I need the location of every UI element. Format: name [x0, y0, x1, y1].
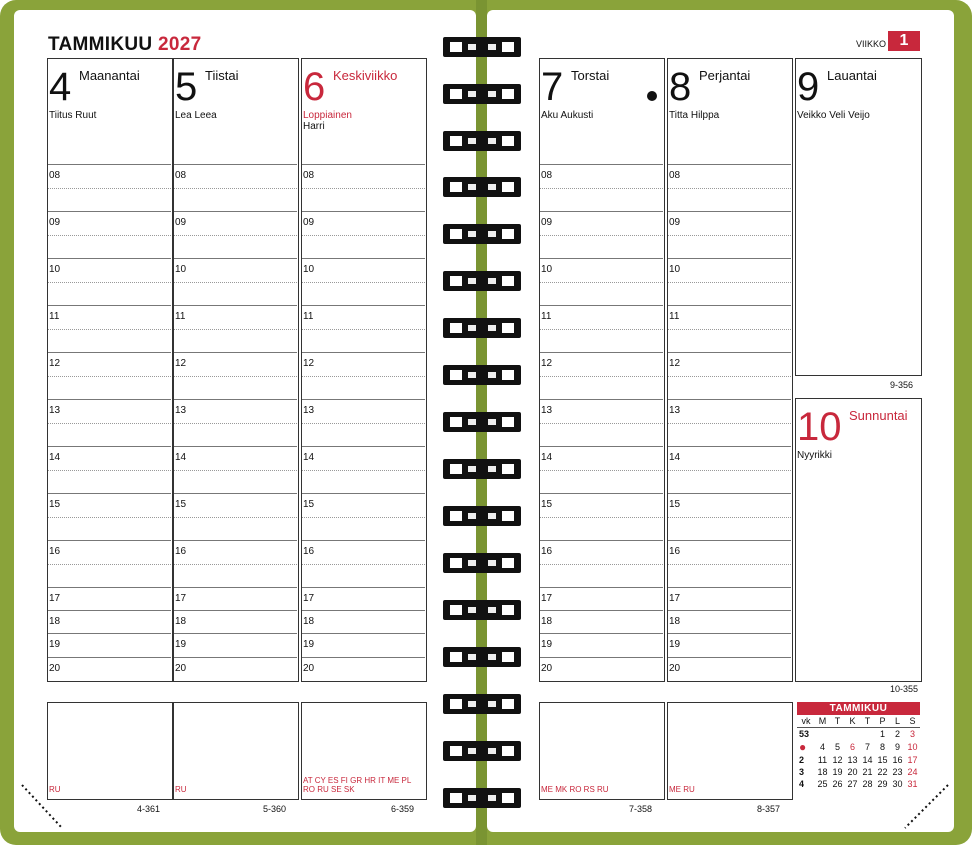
day-name: Keskiviikko	[333, 68, 398, 83]
mini-calendar-date: 26	[832, 779, 843, 789]
hour-label: 11	[541, 311, 552, 322]
mini-calendar-week-number: 4	[799, 779, 805, 789]
mini-calendar-title: TAMMIKUU	[797, 702, 920, 715]
day-name: Lauantai	[827, 68, 877, 83]
mini-calendar-date: 12	[832, 755, 843, 765]
hour-label: 14	[175, 452, 187, 463]
hour-label: 19	[175, 639, 187, 650]
mini-calendar-week-number: 3	[799, 767, 805, 777]
week-label: VIIKKO	[856, 39, 887, 49]
mini-calendar-date: 22	[877, 767, 888, 777]
mini-calendar-date: 2	[894, 729, 900, 739]
hour-label: 20	[49, 663, 61, 674]
hour-label: 11	[669, 311, 680, 322]
hour-label: 16	[175, 546, 187, 557]
hour-label: 09	[541, 217, 553, 228]
hour-label: 09	[175, 217, 187, 228]
mini-calendar-date: 28	[862, 779, 873, 789]
hour-label: 16	[303, 546, 315, 557]
mini-calendar-week-number: ●	[799, 740, 807, 754]
mini-calendar-week-number: 53	[799, 729, 810, 739]
day-name: Maanantai	[79, 68, 140, 83]
hour-label: 17	[175, 593, 187, 604]
hour-label: 18	[669, 616, 681, 627]
hour-label: 12	[541, 358, 553, 369]
hour-label: 12	[303, 358, 315, 369]
day-number: 8	[669, 65, 692, 109]
mini-calendar-date: 25	[817, 779, 828, 789]
hour-label: 10	[49, 264, 61, 275]
mini-calendar-date: 23	[892, 767, 903, 777]
hour-label: 12	[175, 358, 187, 369]
hour-label: 15	[303, 499, 315, 510]
hour-label: 17	[49, 593, 61, 604]
name-day: Veikko Veli Veijo	[797, 110, 870, 121]
mini-calendar-date: 30	[892, 779, 903, 789]
mini-calendar-weekday: P	[875, 715, 890, 728]
hour-label: 20	[541, 663, 553, 674]
hour-label: 17	[541, 593, 553, 604]
mini-calendar-weekday: vk	[797, 715, 815, 728]
hour-label: 12	[669, 358, 681, 369]
hour-label: 19	[669, 639, 681, 650]
mini-calendar-date: 6	[849, 742, 855, 752]
day-count: 5-360	[263, 804, 287, 814]
hour-label: 17	[303, 593, 315, 604]
hour-label: 20	[175, 663, 187, 674]
day-name: Tiistai	[205, 68, 239, 83]
mini-calendar-weekday: S	[905, 715, 920, 728]
day-number: 6	[303, 65, 326, 109]
mini-calendar-date: 27	[847, 779, 858, 789]
hour-label: 10	[175, 264, 187, 275]
hour-label: 08	[49, 170, 61, 181]
mini-calendar-weekday: K	[845, 715, 860, 728]
day-name: Sunnuntai	[849, 408, 908, 423]
mini-calendar-date: 16	[892, 755, 903, 765]
day-number: 7	[541, 65, 564, 109]
day-count: 9-356	[890, 380, 914, 390]
day-count: 10-355	[890, 684, 919, 694]
hour-label: 16	[669, 546, 681, 557]
right-corner-mark	[905, 785, 948, 828]
hour-label: 11	[303, 311, 314, 322]
name-day: Harri	[303, 121, 325, 132]
hour-label: 08	[175, 170, 187, 181]
hour-label: 13	[175, 405, 187, 416]
hour-label: 18	[303, 616, 315, 627]
mini-calendar-date: 17	[907, 755, 918, 765]
mini-calendar-date: 4	[819, 742, 825, 752]
hour-label: 16	[49, 546, 61, 557]
day-count: 8-357	[757, 804, 781, 814]
mini-calendar-date: 21	[862, 767, 873, 777]
hour-label: 12	[49, 358, 61, 369]
mini-calendar-weekday: M	[815, 715, 830, 728]
mini-calendar-date: 29	[877, 779, 888, 789]
mini-calendar-date: 10	[907, 742, 918, 752]
mini-calendar-date: 1	[879, 729, 885, 739]
mini-calendar-date: 14	[862, 755, 873, 765]
hour-label: 20	[303, 663, 315, 674]
hour-label: 11	[49, 311, 60, 322]
hour-label: 08	[541, 170, 553, 181]
day-number: 10	[797, 405, 842, 449]
week-number-badge: 1	[888, 31, 920, 51]
hour-label: 19	[303, 639, 315, 650]
day-number: 9	[797, 65, 820, 109]
hour-label: 10	[541, 264, 553, 275]
mini-calendar-date: 3	[909, 729, 915, 739]
country-codes: AT CY ES FI GR HR IT ME PL RO RU SE SK	[303, 776, 412, 794]
mini-calendar-weekday: T	[860, 715, 875, 728]
hour-label: 19	[541, 639, 553, 650]
year-label: 2027	[158, 34, 202, 55]
country-codes: ME MK RO RS RU	[541, 785, 609, 794]
hour-label: 10	[303, 264, 315, 275]
holiday-name: Loppiainen	[303, 110, 352, 121]
mini-calendar-date: 15	[877, 755, 888, 765]
hour-label: 18	[175, 616, 187, 627]
hour-label: 13	[541, 405, 553, 416]
hour-label: 14	[49, 452, 61, 463]
hour-label: 11	[175, 311, 186, 322]
hour-label: 10	[669, 264, 681, 275]
day-name: Perjantai	[699, 68, 751, 83]
mini-calendar-date: 7	[864, 742, 870, 752]
day-count: 4-361	[137, 804, 161, 814]
hour-label: 19	[49, 639, 61, 650]
left-corner-mark	[22, 785, 62, 828]
mini-calendar-date: 13	[847, 755, 858, 765]
hour-label: 17	[669, 593, 681, 604]
hour-label: 16	[541, 546, 553, 557]
mini-calendar-date: 8	[879, 742, 885, 752]
mini-calendar-date: 24	[907, 767, 918, 777]
hour-label: 14	[541, 452, 553, 463]
name-day: Tiitus Ruut	[49, 110, 97, 121]
day-name: Torstai	[571, 68, 610, 83]
hour-label: 13	[669, 405, 681, 416]
mini-calendar-date: 18	[817, 767, 828, 777]
country-codes: RU	[175, 785, 187, 794]
name-day: Nyyrikki	[797, 450, 832, 461]
mini-calendar-date: 19	[832, 767, 843, 777]
mini-calendar-date: 11	[817, 755, 828, 765]
hour-label: 18	[49, 616, 61, 627]
hour-label: 13	[303, 405, 315, 416]
hour-label: 15	[175, 499, 187, 510]
hour-label: 08	[669, 170, 681, 181]
mini-calendar-date: 20	[847, 767, 858, 777]
mini-calendar-date: 31	[907, 779, 918, 789]
day-count: 6-359	[391, 804, 415, 814]
name-day: Titta Hilppa	[669, 110, 720, 121]
hour-label: 09	[49, 217, 61, 228]
hour-label: 20	[669, 663, 681, 674]
name-day: Aku Aukusti	[541, 110, 594, 121]
month-name: TAMMIKUU	[48, 34, 153, 55]
hour-label: 14	[669, 452, 681, 463]
hour-label: 15	[541, 499, 553, 510]
mini-calendar-week-number: 2	[799, 755, 805, 765]
hour-label: 14	[303, 452, 315, 463]
hour-label: 13	[49, 405, 61, 416]
hour-label: 18	[541, 616, 553, 627]
hour-label: 15	[49, 499, 61, 510]
mini-calendar-weekday: T	[830, 715, 845, 728]
day-count: 7-358	[629, 804, 653, 814]
hour-label: 09	[303, 217, 315, 228]
hour-label: 15	[669, 499, 681, 510]
day-number: 4	[49, 65, 72, 109]
day-number: 5	[175, 65, 198, 109]
name-day: Lea Leea	[175, 110, 217, 121]
country-codes: ME RU	[669, 785, 695, 794]
mini-calendar-date: 9	[894, 742, 900, 752]
hour-label: 08	[303, 170, 315, 181]
mini-calendar-weekday: L	[890, 715, 905, 728]
hour-label: 09	[669, 217, 681, 228]
mini-calendar-date: 5	[834, 742, 840, 752]
country-codes: RU	[49, 785, 61, 794]
